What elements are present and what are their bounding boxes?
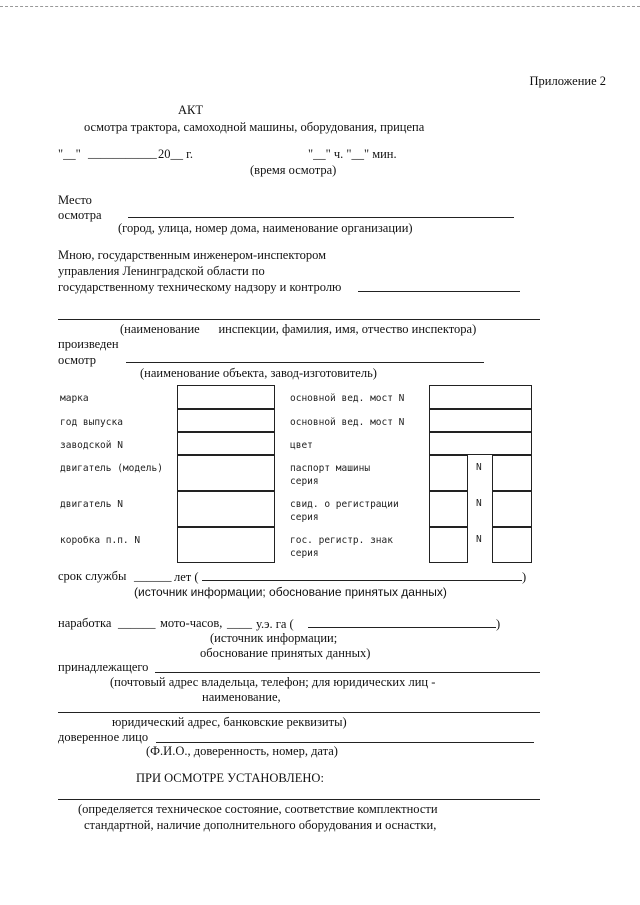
time-field: "__" ч. "__" мин. <box>308 147 397 161</box>
field-label-registration-series: серия <box>290 512 319 523</box>
place-label-1: Место <box>58 193 92 207</box>
proxy-label: доверенное лицо <box>58 730 149 744</box>
hours-line <box>308 627 496 628</box>
field-box-engine-model[interactable] <box>177 455 275 491</box>
hours-blank-2: ____ <box>227 616 252 630</box>
field-box-brand[interactable] <box>177 385 275 409</box>
field-box-registration-series[interactable] <box>429 491 468 527</box>
field-label-passport-n: N <box>476 462 482 473</box>
field-label-plate: гос. регистр. знак <box>290 535 393 546</box>
field-label-plate-n: N <box>476 534 482 545</box>
place-label-2: осмотра <box>58 208 102 222</box>
time-caption: (время осмотра) <box>250 163 337 177</box>
field-box-factory-no[interactable] <box>177 432 275 455</box>
field-label-registration-n: N <box>476 498 482 509</box>
established-heading: ПРИ ОСМОТРЕ УСТАНОВЛЕНО: <box>136 771 324 785</box>
inspector-line-1: Мною, государственным инженером-инспектором <box>58 248 326 262</box>
field-box-plate-number[interactable] <box>492 527 532 563</box>
inspector-line-3: государственному техническому надзору и контролю <box>58 280 342 294</box>
field-box-passport-series[interactable] <box>429 455 468 491</box>
determined-line-1: (определяется техническое состояние, соответствие комплектности <box>78 802 438 816</box>
field-label-engine-model: двигатель (модель) <box>60 463 163 474</box>
place-caption: (город, улица, номер дома, наименование организации) <box>118 221 413 235</box>
hours-close: ) <box>496 617 501 631</box>
field-label-axle-2: основной вед. мост N <box>290 417 405 428</box>
determined-line-2: стандартной, наличие дополнительного оборудования и оснастки, <box>84 818 437 832</box>
owner-caption-3: юридический адрес, банковские реквизиты) <box>112 715 347 729</box>
field-label-brand: марка <box>60 393 89 404</box>
inspector-caption: (наименование инспекции, фамилия, имя, отчество инспектора) <box>120 322 477 336</box>
hours-caption-2: обоснование принятых данных) <box>200 646 371 660</box>
field-label-passport-series: серия <box>290 476 319 487</box>
place-line <box>128 217 514 218</box>
field-box-passport-number[interactable] <box>492 455 532 491</box>
appendix-label: Приложение 2 <box>529 74 606 88</box>
field-label-gearbox-no: коробка п.п. N <box>60 535 141 546</box>
hours-unit: мото-часов, <box>160 616 223 630</box>
service-years: лет ( <box>174 570 199 584</box>
produced-line <box>126 362 484 363</box>
inspector-name-line <box>58 319 540 320</box>
field-box-axle-2[interactable] <box>429 409 532 432</box>
date-day: "__" <box>58 147 81 161</box>
established-line <box>58 799 540 800</box>
field-box-gearbox-no[interactable] <box>177 527 275 563</box>
produced-label-1: произведен <box>58 337 119 351</box>
field-box-engine-no[interactable] <box>177 491 275 527</box>
hours-unit-2: у.э. га ( <box>256 617 294 631</box>
field-label-registration: свид. о регистрации <box>290 499 399 510</box>
field-box-color[interactable] <box>429 432 532 455</box>
owner-caption-2: наименование, <box>202 690 281 704</box>
date-year: 20__ г. <box>158 147 193 161</box>
inspector-line-2: управления Ленинградской области по <box>58 264 265 278</box>
proxy-line <box>156 742 534 743</box>
service-close: ) <box>522 570 527 584</box>
field-box-axle-1[interactable] <box>429 385 532 409</box>
hours-caption-1: (источник информации; <box>210 631 338 645</box>
field-label-axle-1: основной вед. мост N <box>290 393 405 404</box>
field-box-year[interactable] <box>177 409 275 432</box>
hours-label: наработка <box>58 616 112 630</box>
service-blank: ______ <box>134 569 172 583</box>
service-label: срок службы <box>58 569 127 583</box>
proxy-caption: (Ф.И.О., доверенность, номер, дата) <box>146 744 338 758</box>
field-box-registration-number[interactable] <box>492 491 532 527</box>
field-label-passport: паспорт машины <box>290 463 371 474</box>
document-subtitle: осмотра трактора, самоходной машины, оборудования, прицепа <box>84 120 425 134</box>
inspector-line-blank <box>358 291 520 292</box>
scan-top-edge <box>0 6 640 7</box>
field-label-factory-no: заводской N <box>60 440 123 451</box>
owner-line <box>155 672 540 673</box>
produced-caption: (наименование объекта, завод-изготовитель) <box>140 366 377 380</box>
owner-line-2 <box>58 712 540 713</box>
field-box-plate-series[interactable] <box>429 527 468 563</box>
service-line <box>202 580 522 581</box>
owner-label: принадлежащего <box>58 660 149 674</box>
field-label-year: год выпуска <box>60 417 123 428</box>
hours-blank: ______ <box>118 616 156 630</box>
field-label-plate-series: серия <box>290 548 319 559</box>
service-caption: (источник информации; обоснование принятых данных) <box>134 585 447 599</box>
date-month-blank: ___________ <box>88 146 157 160</box>
owner-caption-1: (почтовый адрес владельца, телефон; для юридических лиц - <box>110 675 436 689</box>
produced-label-2: осмотр <box>58 353 96 367</box>
document-title: АКТ <box>178 103 203 117</box>
field-label-engine-no: двигатель N <box>60 499 123 510</box>
field-label-color: цвет <box>290 440 313 451</box>
